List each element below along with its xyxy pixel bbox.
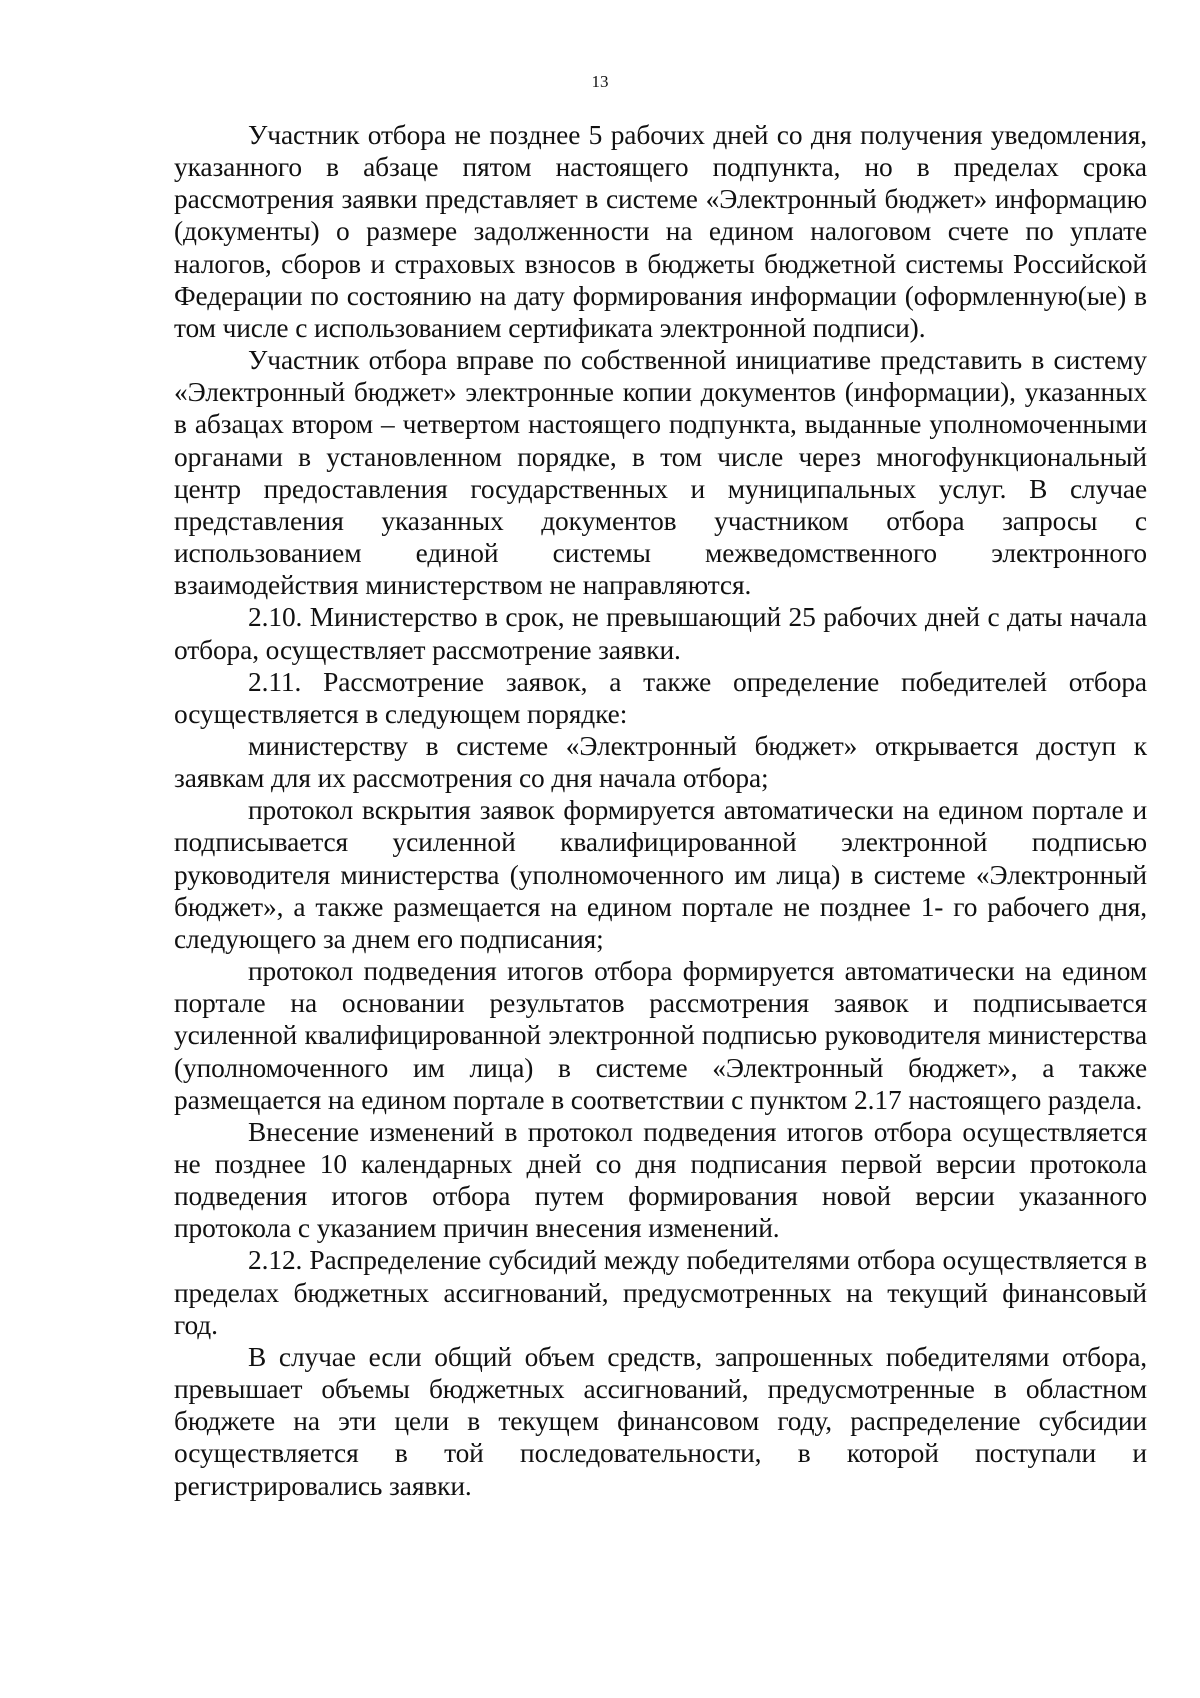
- paragraph-2-12: 2.12. Распределение субсидий между победителями отбора осуществляется в пределах бюджетных ассигнований, предусмотренных на текущий финансовый год.: [174, 1245, 1147, 1340]
- paragraph-2-11: 2.11. Рассмотрение заявок, а также определение победителей отбора осуществляется в следующем порядке:: [174, 666, 1147, 729]
- paragraph-results-protocol: протокол подведения итогов отбора формируется автоматически на едином портале на основании результатов рассмотрения заявок и подписывается усиленной квалифицированной электронной подписью руководителя министерства (уполномоченного им лица) в системе «Электронный бюджет», а также размещается на едином портале в соответствии с пунктом 2.17 настоящего раздела.: [174, 956, 1147, 1115]
- paragraph-ministry-access: министерству в системе «Электронный бюджет» открывается доступ к заявкам для их рассмотрения со дня начала отбора;: [174, 730, 1147, 794]
- paragraph-participant-own-initiative: Участник отбора вправе по собственной инициативе представить в систему «Электронный бюджет» электронные копии документов (информации), указанных в абзацах втором – четвертом настоящего подпункта, выданные уполномоченными органами в установленном порядке, в том числе через многофункциональный центр предоставления государственных и муниципальных услуг. В случае представления указанных документов участником отбора запросы с использованием единой системы межведомственного электронного взаимодействия министерством не направляются.: [174, 345, 1147, 601]
- document-body: [174, 119, 1147, 1502]
- paragraph-2-10: 2.10. Министерство в срок, не превышающий 25 рабочих дней с даты начала отбора, осуществляет рассмотрение заявки.: [174, 602, 1147, 665]
- paragraph-protocol-changes: Внесение изменений в протокол подведения итогов отбора осуществляется не позднее 10 календарных дней со дня подписания первой версии протокола подведения итогов отбора путем формирования новой версии указанного протокола с указанием причин внесения изменений.: [174, 1116, 1147, 1244]
- paragraph-distribution-order: В случае если общий объем средств, запрошенных победителями отбора, превышает объемы бюджетных ассигнований, предусмотренные в областном бюджете на эти цели в текущем финансовом году, распределение субсидии осуществляется в той последовательности, в которой поступали и регистрировались заявки.: [174, 1341, 1147, 1501]
- paragraph-participant-debt-info: Участник отбора не позднее 5 рабочих дней со дня получения уведомления, указанного в абзаце пятом настоящего подпункта, но в пределах срока рассмотрения заявки представляет в системе «Электронный бюджет» информацию (документы) о размере задолженности на едином налоговом счете по уплате налогов, сборов и страховых взносов в бюджеты бюджетной системы Российской Федерации по состоянию на дату формирования информации (оформленную(ые) в том числе с использованием сертификата электронной подписи).: [174, 120, 1147, 343]
- paragraph-opening-protocol: протокол вскрытия заявок формируется автоматически на едином портале и подписывается усиленной квалифицированной электронной подписью руководителя министерства (уполномоченного им лица) в системе «Электронный бюджет», а также размещается на едином портале не позднее 1- го рабочего дня, следующего за днем его подписания;: [174, 795, 1147, 954]
- page-number: 13: [591, 72, 609, 91]
